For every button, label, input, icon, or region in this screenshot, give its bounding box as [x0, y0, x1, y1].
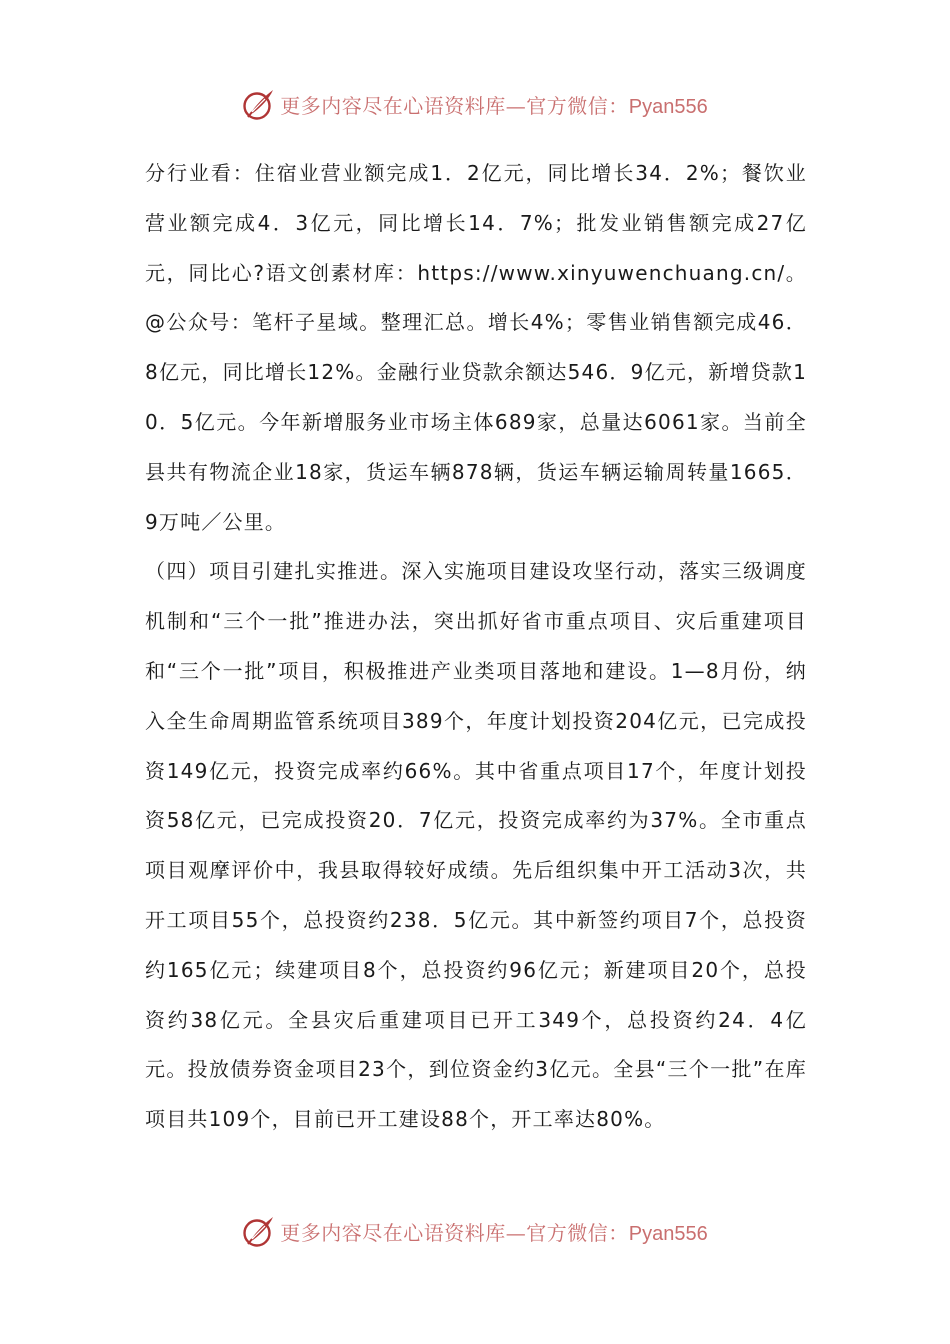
paragraph-project-construction: （四）项目引建扎实推进。深入实施项目建设攻坚行动，落实三级调度机制和“三个一批”推进办法，突出抓好省市重点项目、灾后重建项目和“三个一批”项目，积极推进产业类项目落地和建设。1—8月份，纳入全生命周期监管系统项目389个，年度计划投资204亿元，已完成投资149亿元，投资完成率约66%。其中省重点项目17个，年度计划投资58亿元，已完成投资20．7亿元，投资完成率约为37%。全市重点项目观摩评价中，我县取得较好成绩。先后组织集中开工活动3次，共开工项目55个，总投资约238．5亿元。其中新签约项目7个，总投资约165亿元；续建项目8个，总投资约96亿元；新建项目20个，总投资约38亿元。全县灾后重建项目已开工349个，总投资约24．4亿元。投放债券资金项目23个，到位资金约3亿元。全县“三个一批”在库项目共109个，目前已开工建设88个，开工率达80%。	[145, 559, 807, 1132]
wechat-handle: Pyan556	[628, 95, 708, 118]
banner-slogan: 更多内容尽在心语资料库—官方微信：	[280, 1220, 629, 1245]
banner-slogan: 更多内容尽在心语资料库—官方微信：	[280, 93, 629, 118]
footer-banner	[0, 1211, 950, 1251]
footer-banner-text	[280, 1217, 707, 1246]
document-body	[145, 149, 807, 1145]
wechat-handle: Pyan556	[628, 1222, 708, 1245]
paragraph-industry-stats: 分行业看：住宿业营业额完成1．2亿元，同比增长34．2%；餐饮业营业额完成4．3亿元，同比增长14．7%；批发业销售额完成27亿元，同比心?语文创素材库：https://www.xinyuwenchuang.cn/。@公众号：笔杆子星域。整理汇总。增长4%；零售业销售额完成46．8亿元，同比增长12%。金融行业贷款余额达546．9亿元，新增贷款10．5亿元。今年新增服务业市场主体689家，总量达6061家。当前全县共有物流企业18家，货运车辆878辆，货运车辆运输周转量1665．9万吨／公里。	[145, 161, 807, 534]
quill-pen-logo-icon	[242, 1214, 276, 1248]
header-banner-text	[280, 90, 707, 119]
header-banner	[0, 84, 950, 124]
quill-pen-logo-icon	[242, 87, 276, 121]
